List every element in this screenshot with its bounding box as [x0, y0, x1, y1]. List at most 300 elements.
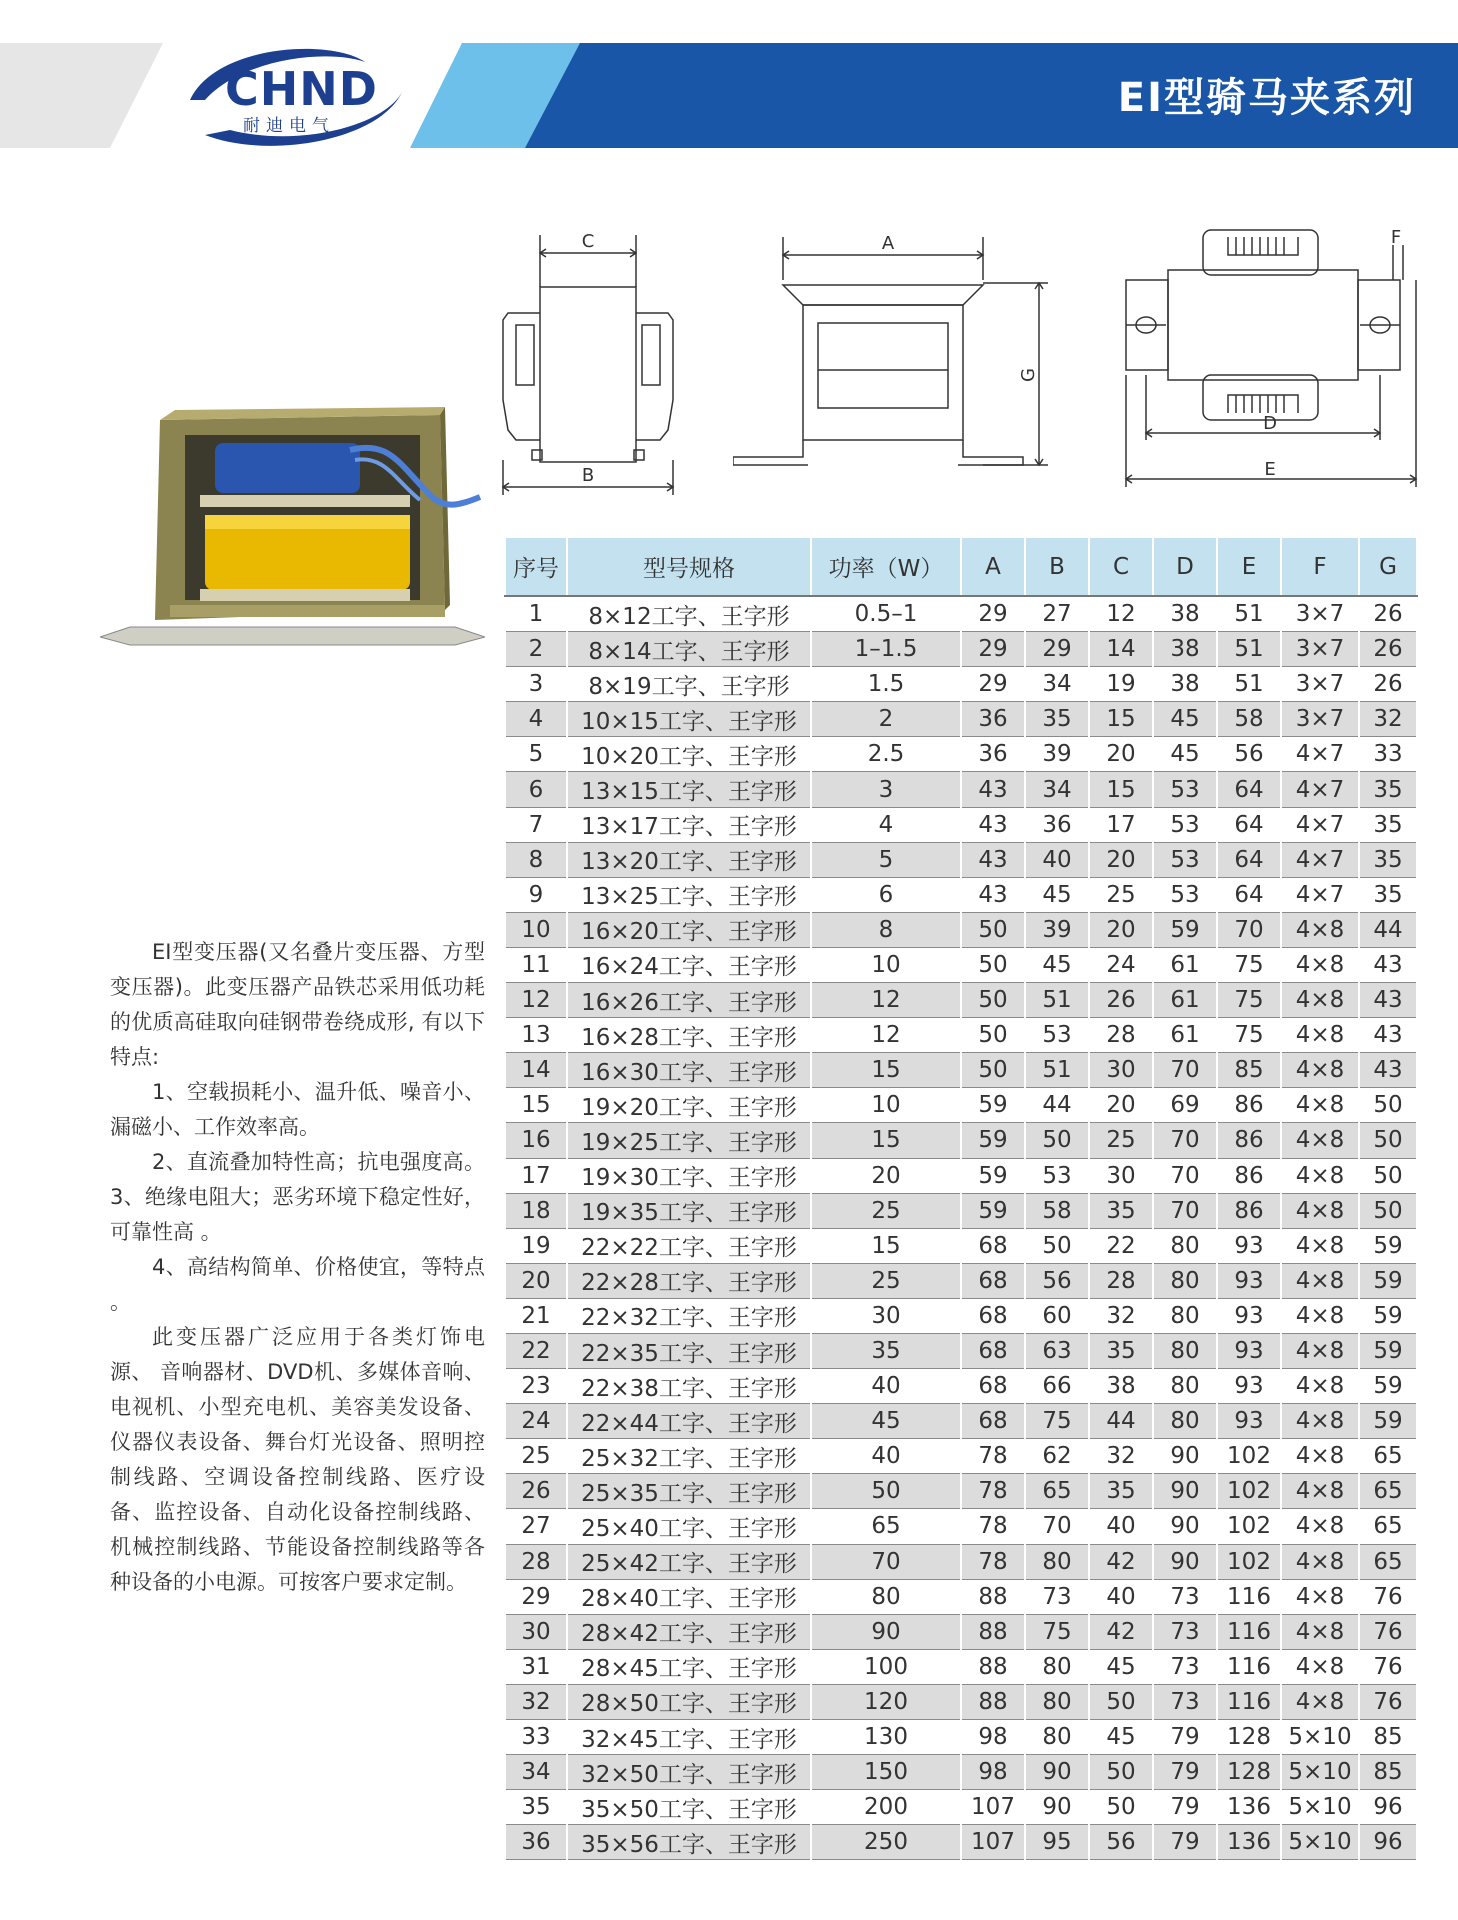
cell-f: 5×10	[1281, 1755, 1359, 1790]
cell-power: 90	[811, 1614, 961, 1649]
table-row	[505, 1158, 1417, 1193]
cell-a: 59	[961, 1123, 1025, 1158]
cell-d: 73	[1153, 1579, 1217, 1614]
cell-b: 53	[1025, 1158, 1089, 1193]
cell-c: 20	[1089, 842, 1153, 877]
cell-b: 45	[1025, 877, 1089, 912]
cell-f: 4×8	[1281, 1439, 1359, 1474]
cell-a: 88	[961, 1579, 1025, 1614]
cell-b: 39	[1025, 737, 1089, 772]
cell-b: 80	[1025, 1720, 1089, 1755]
cell-e: 64	[1217, 842, 1281, 877]
cell-index: 23	[505, 1369, 567, 1404]
cell-a: 98	[961, 1755, 1025, 1790]
cell-e: 102	[1217, 1474, 1281, 1509]
cell-d: 70	[1153, 1158, 1217, 1193]
cell-power: 8	[811, 912, 961, 947]
cell-f: 4×7	[1281, 842, 1359, 877]
cell-a: 29	[961, 632, 1025, 667]
cell-a: 43	[961, 772, 1025, 807]
table-row	[505, 1684, 1417, 1719]
cell-e: 116	[1217, 1684, 1281, 1719]
cell-model: 25×35工字、王字形	[567, 1474, 811, 1509]
cell-e: 116	[1217, 1579, 1281, 1614]
cell-d: 80	[1153, 1298, 1217, 1333]
cell-b: 34	[1025, 772, 1089, 807]
cell-e: 70	[1217, 912, 1281, 947]
cell-a: 78	[961, 1439, 1025, 1474]
cell-c: 19	[1089, 667, 1153, 702]
cell-d: 79	[1153, 1790, 1217, 1825]
cell-f: 4×8	[1281, 1333, 1359, 1368]
cell-b: 56	[1025, 1263, 1089, 1298]
cell-model: 19×35工字、王字形	[567, 1193, 811, 1228]
cell-e: 116	[1217, 1649, 1281, 1684]
cell-f: 4×8	[1281, 1263, 1359, 1298]
cell-b: 80	[1025, 1544, 1089, 1579]
cell-index: 9	[505, 877, 567, 912]
cell-g: 65	[1359, 1509, 1417, 1544]
cell-f: 4×8	[1281, 1088, 1359, 1123]
cell-power: 250	[811, 1825, 961, 1860]
cell-d: 90	[1153, 1509, 1217, 1544]
cell-b: 51	[1025, 1053, 1089, 1088]
cell-a: 43	[961, 877, 1025, 912]
cell-model: 16×28工字、王字形	[567, 1018, 811, 1053]
cell-f: 4×8	[1281, 1369, 1359, 1404]
table-row	[505, 1088, 1417, 1123]
cell-d: 79	[1153, 1755, 1217, 1790]
cell-b: 50	[1025, 1123, 1089, 1158]
cell-index: 28	[505, 1544, 567, 1579]
cell-a: 29	[961, 667, 1025, 702]
cell-g: 96	[1359, 1825, 1417, 1860]
cell-c: 56	[1089, 1825, 1153, 1860]
cell-e: 64	[1217, 772, 1281, 807]
cell-c: 22	[1089, 1228, 1153, 1263]
cell-power: 2	[811, 702, 961, 737]
cell-index: 20	[505, 1263, 567, 1298]
cell-a: 107	[961, 1790, 1025, 1825]
cell-index: 24	[505, 1404, 567, 1439]
cell-model: 35×56工字、王字形	[567, 1825, 811, 1860]
cell-model: 32×50工字、王字形	[567, 1755, 811, 1790]
cell-g: 26	[1359, 632, 1417, 667]
cell-e: 136	[1217, 1790, 1281, 1825]
cell-d: 45	[1153, 702, 1217, 737]
cell-b: 95	[1025, 1825, 1089, 1860]
desc-feature-4: 4、高结构简单、价格使宜，等特点 。	[110, 1255, 485, 1314]
cell-g: 59	[1359, 1369, 1417, 1404]
cell-index: 34	[505, 1755, 567, 1790]
cell-a: 50	[961, 1053, 1025, 1088]
cell-g: 32	[1359, 702, 1417, 737]
table-row	[505, 667, 1417, 702]
cell-model: 19×25工字、王字形	[567, 1123, 811, 1158]
desc-feature-1: 1、空载损耗小、温升低、噪音小、漏磁小、工作效率高。	[110, 1080, 485, 1139]
col-header-c: C	[1089, 537, 1153, 596]
cell-d: 80	[1153, 1228, 1217, 1263]
cell-index: 17	[505, 1158, 567, 1193]
cell-b: 66	[1025, 1369, 1089, 1404]
cell-c: 45	[1089, 1649, 1153, 1684]
cell-index: 30	[505, 1614, 567, 1649]
cell-index: 19	[505, 1228, 567, 1263]
cell-power: 4	[811, 807, 961, 842]
cell-b: 70	[1025, 1509, 1089, 1544]
cell-g: 50	[1359, 1123, 1417, 1158]
cell-b: 60	[1025, 1298, 1089, 1333]
cell-f: 5×10	[1281, 1825, 1359, 1860]
table-row	[505, 1509, 1417, 1544]
cell-a: 50	[961, 1018, 1025, 1053]
cell-power: 45	[811, 1404, 961, 1439]
cell-index: 1	[505, 596, 567, 632]
cell-e: 93	[1217, 1404, 1281, 1439]
col-header-g: G	[1359, 537, 1417, 596]
cell-e: 116	[1217, 1614, 1281, 1649]
table-row	[505, 1755, 1417, 1790]
cell-g: 59	[1359, 1404, 1417, 1439]
cell-power: 35	[811, 1333, 961, 1368]
cell-f: 3×7	[1281, 632, 1359, 667]
cell-f: 4×7	[1281, 737, 1359, 772]
cell-a: 68	[961, 1404, 1025, 1439]
cell-power: 120	[811, 1684, 961, 1719]
table-row	[505, 772, 1417, 807]
cell-d: 90	[1153, 1544, 1217, 1579]
page-header	[0, 0, 1458, 150]
cell-index: 31	[505, 1649, 567, 1684]
brand-logo-text: CHND	[225, 62, 378, 116]
cell-e: 93	[1217, 1298, 1281, 1333]
cell-d: 90	[1153, 1439, 1217, 1474]
table-row	[505, 1614, 1417, 1649]
cell-a: 78	[961, 1544, 1025, 1579]
cell-c: 28	[1089, 1018, 1153, 1053]
cell-index: 32	[505, 1684, 567, 1719]
cell-power: 130	[811, 1720, 961, 1755]
cell-model: 8×12工字、王字形	[567, 596, 811, 632]
cell-index: 8	[505, 842, 567, 877]
table-row	[505, 1298, 1417, 1333]
cell-index: 5	[505, 737, 567, 772]
cell-index: 14	[505, 1053, 567, 1088]
cell-b: 75	[1025, 1404, 1089, 1439]
table-row	[505, 596, 1417, 632]
cell-g: 50	[1359, 1193, 1417, 1228]
cell-a: 50	[961, 912, 1025, 947]
cell-e: 58	[1217, 702, 1281, 737]
cell-a: 78	[961, 1474, 1025, 1509]
cell-b: 40	[1025, 842, 1089, 877]
brand-subtitle: 耐迪电气	[243, 116, 335, 136]
cell-a: 43	[961, 807, 1025, 842]
cell-g: 35	[1359, 772, 1417, 807]
cell-power: 15	[811, 1053, 961, 1088]
cell-b: 34	[1025, 667, 1089, 702]
cell-a: 98	[961, 1720, 1025, 1755]
cell-c: 35	[1089, 1474, 1153, 1509]
cell-g: 65	[1359, 1439, 1417, 1474]
cell-a: 68	[961, 1298, 1025, 1333]
cell-model: 22×38工字、王字形	[567, 1369, 811, 1404]
cell-b: 90	[1025, 1755, 1089, 1790]
table-row	[505, 1404, 1417, 1439]
cell-g: 43	[1359, 1018, 1417, 1053]
cell-index: 22	[505, 1333, 567, 1368]
cell-a: 50	[961, 983, 1025, 1018]
cell-b: 35	[1025, 702, 1089, 737]
cell-g: 43	[1359, 947, 1417, 982]
cell-power: 100	[811, 1649, 961, 1684]
cell-e: 56	[1217, 737, 1281, 772]
cell-c: 32	[1089, 1298, 1153, 1333]
cell-c: 35	[1089, 1193, 1153, 1228]
cell-e: 86	[1217, 1158, 1281, 1193]
cell-g: 76	[1359, 1579, 1417, 1614]
cell-e: 128	[1217, 1720, 1281, 1755]
table-row	[505, 1579, 1417, 1614]
table-row	[505, 842, 1417, 877]
table-row	[505, 1790, 1417, 1825]
cell-g: 26	[1359, 596, 1417, 632]
cell-b: 27	[1025, 596, 1089, 632]
cell-g: 85	[1359, 1720, 1417, 1755]
cell-model: 32×45工字、王字形	[567, 1720, 811, 1755]
cell-g: 65	[1359, 1544, 1417, 1579]
cell-c: 24	[1089, 947, 1153, 982]
table-row	[505, 947, 1417, 982]
cell-b: 58	[1025, 1193, 1089, 1228]
cell-f: 4×8	[1281, 1228, 1359, 1263]
cell-power: 10	[811, 947, 961, 982]
label-g: G	[1018, 368, 1039, 382]
table-row	[505, 1649, 1417, 1684]
cell-f: 4×7	[1281, 807, 1359, 842]
cell-f: 4×8	[1281, 1053, 1359, 1088]
cell-power: 12	[811, 983, 961, 1018]
cell-d: 61	[1153, 1018, 1217, 1053]
cell-c: 35	[1089, 1333, 1153, 1368]
cell-f: 3×7	[1281, 667, 1359, 702]
cell-a: 29	[961, 596, 1025, 632]
cell-c: 30	[1089, 1053, 1153, 1088]
cell-d: 73	[1153, 1684, 1217, 1719]
cell-model: 22×28工字、王字形	[567, 1263, 811, 1298]
col-header-a: A	[961, 537, 1025, 596]
col-header-power: 功率（W）	[811, 537, 961, 596]
cell-c: 38	[1089, 1369, 1153, 1404]
cell-e: 102	[1217, 1544, 1281, 1579]
cell-model: 8×14工字、王字形	[567, 632, 811, 667]
cell-b: 53	[1025, 1018, 1089, 1053]
cell-e: 93	[1217, 1263, 1281, 1298]
cell-a: 50	[961, 947, 1025, 982]
table-row	[505, 877, 1417, 912]
cell-e: 102	[1217, 1439, 1281, 1474]
cell-index: 21	[505, 1298, 567, 1333]
cell-d: 70	[1153, 1193, 1217, 1228]
cell-g: 50	[1359, 1158, 1417, 1193]
cell-d: 70	[1153, 1053, 1217, 1088]
cell-f: 4×8	[1281, 912, 1359, 947]
spec-table-body	[505, 596, 1417, 1860]
cell-g: 76	[1359, 1684, 1417, 1719]
cell-f: 4×8	[1281, 1579, 1359, 1614]
transformer-photo	[100, 405, 485, 655]
cell-c: 40	[1089, 1579, 1153, 1614]
desc-intro: EI型变压器(又名叠片变压器、方型变压器)。此变压器产品铁芯采用低功耗的优质高硅取向硅钢带卷绕成形, 有以下特点:	[110, 940, 485, 1069]
cell-model: 13×17工字、王字形	[567, 807, 811, 842]
cell-d: 79	[1153, 1825, 1217, 1860]
cell-power: 15	[811, 1123, 961, 1158]
cell-c: 28	[1089, 1263, 1153, 1298]
diagram-front-view	[733, 225, 1063, 480]
cell-model: 16×26工字、王字形	[567, 983, 811, 1018]
cell-g: 59	[1359, 1298, 1417, 1333]
cell-c: 14	[1089, 632, 1153, 667]
cell-power: 1–1.5	[811, 632, 961, 667]
cell-f: 4×8	[1281, 1193, 1359, 1228]
cell-power: 70	[811, 1544, 961, 1579]
col-header-e: E	[1217, 537, 1281, 596]
cell-d: 80	[1153, 1263, 1217, 1298]
cell-d: 80	[1153, 1333, 1217, 1368]
label-c: C	[581, 231, 595, 252]
col-header-b: B	[1025, 537, 1089, 596]
cell-index: 7	[505, 807, 567, 842]
cell-index: 3	[505, 667, 567, 702]
table-row	[505, 702, 1417, 737]
cell-c: 25	[1089, 1123, 1153, 1158]
cell-g: 43	[1359, 1053, 1417, 1088]
cell-d: 53	[1153, 807, 1217, 842]
cell-c: 40	[1089, 1509, 1153, 1544]
label-d: D	[1263, 413, 1277, 434]
cell-e: 51	[1217, 632, 1281, 667]
cell-c: 50	[1089, 1755, 1153, 1790]
cell-b: 75	[1025, 1614, 1089, 1649]
cell-d: 73	[1153, 1614, 1217, 1649]
cell-c: 15	[1089, 772, 1153, 807]
cell-e: 128	[1217, 1755, 1281, 1790]
cell-b: 44	[1025, 1088, 1089, 1123]
table-row	[505, 912, 1417, 947]
cell-c: 15	[1089, 702, 1153, 737]
cell-g: 44	[1359, 912, 1417, 947]
cell-a: 36	[961, 737, 1025, 772]
col-header-model: 型号规格	[567, 537, 811, 596]
cell-power: 30	[811, 1298, 961, 1333]
cell-model: 25×42工字、王字形	[567, 1544, 811, 1579]
cell-g: 65	[1359, 1474, 1417, 1509]
product-description	[110, 935, 485, 1600]
cell-c: 12	[1089, 596, 1153, 632]
diagram-side-view	[498, 225, 688, 495]
cell-g: 96	[1359, 1790, 1417, 1825]
table-row	[505, 1439, 1417, 1474]
cell-power: 20	[811, 1158, 961, 1193]
cell-e: 64	[1217, 807, 1281, 842]
cell-c: 20	[1089, 912, 1153, 947]
cell-c: 50	[1089, 1790, 1153, 1825]
cell-c: 42	[1089, 1614, 1153, 1649]
cell-a: 59	[961, 1088, 1025, 1123]
cell-index: 4	[505, 702, 567, 737]
cell-b: 63	[1025, 1333, 1089, 1368]
cell-f: 4×8	[1281, 983, 1359, 1018]
cell-a: 59	[961, 1158, 1025, 1193]
cell-c: 30	[1089, 1158, 1153, 1193]
cell-index: 15	[505, 1088, 567, 1123]
cell-f: 3×7	[1281, 702, 1359, 737]
cell-f: 4×8	[1281, 1298, 1359, 1333]
table-row	[505, 1228, 1417, 1263]
label-b: B	[581, 465, 595, 486]
table-row	[505, 632, 1417, 667]
cell-f: 4×7	[1281, 772, 1359, 807]
cell-g: 35	[1359, 877, 1417, 912]
cell-f: 4×8	[1281, 1614, 1359, 1649]
cell-index: 33	[505, 1720, 567, 1755]
cell-a: 88	[961, 1614, 1025, 1649]
cell-b: 50	[1025, 1228, 1089, 1263]
cell-f: 3×7	[1281, 596, 1359, 632]
cell-f: 4×8	[1281, 1684, 1359, 1719]
cell-model: 25×40工字、王字形	[567, 1509, 811, 1544]
cell-f: 4×8	[1281, 1404, 1359, 1439]
cell-g: 59	[1359, 1228, 1417, 1263]
cell-f: 4×8	[1281, 947, 1359, 982]
cell-model: 22×32工字、王字形	[567, 1298, 811, 1333]
cell-a: 36	[961, 702, 1025, 737]
spec-table	[504, 536, 1418, 1860]
cell-d: 80	[1153, 1369, 1217, 1404]
cell-g: 33	[1359, 737, 1417, 772]
cell-model: 28×40工字、王字形	[567, 1579, 811, 1614]
cell-g: 35	[1359, 842, 1417, 877]
cell-index: 6	[505, 772, 567, 807]
cell-d: 38	[1153, 667, 1217, 702]
col-header-d: D	[1153, 537, 1217, 596]
cell-d: 73	[1153, 1649, 1217, 1684]
table-row	[505, 1369, 1417, 1404]
cell-model: 10×20工字、王字形	[567, 737, 811, 772]
table-row	[505, 1193, 1417, 1228]
cell-model: 22×22工字、王字形	[567, 1228, 811, 1263]
cell-power: 200	[811, 1790, 961, 1825]
cell-model: 13×25工字、王字形	[567, 877, 811, 912]
cell-f: 4×8	[1281, 1158, 1359, 1193]
cell-d: 53	[1153, 772, 1217, 807]
cell-a: 68	[961, 1228, 1025, 1263]
cell-d: 61	[1153, 947, 1217, 982]
cell-b: 90	[1025, 1790, 1089, 1825]
cell-f: 5×10	[1281, 1720, 1359, 1755]
cell-c: 42	[1089, 1544, 1153, 1579]
cell-f: 4×8	[1281, 1474, 1359, 1509]
cell-c: 20	[1089, 1088, 1153, 1123]
cell-g: 76	[1359, 1614, 1417, 1649]
cell-a: 59	[961, 1193, 1025, 1228]
cell-c: 26	[1089, 983, 1153, 1018]
cell-b: 80	[1025, 1649, 1089, 1684]
cell-index: 35	[505, 1790, 567, 1825]
cell-power: 150	[811, 1755, 961, 1790]
col-header-f: F	[1281, 537, 1359, 596]
cell-model: 10×15工字、王字形	[567, 702, 811, 737]
